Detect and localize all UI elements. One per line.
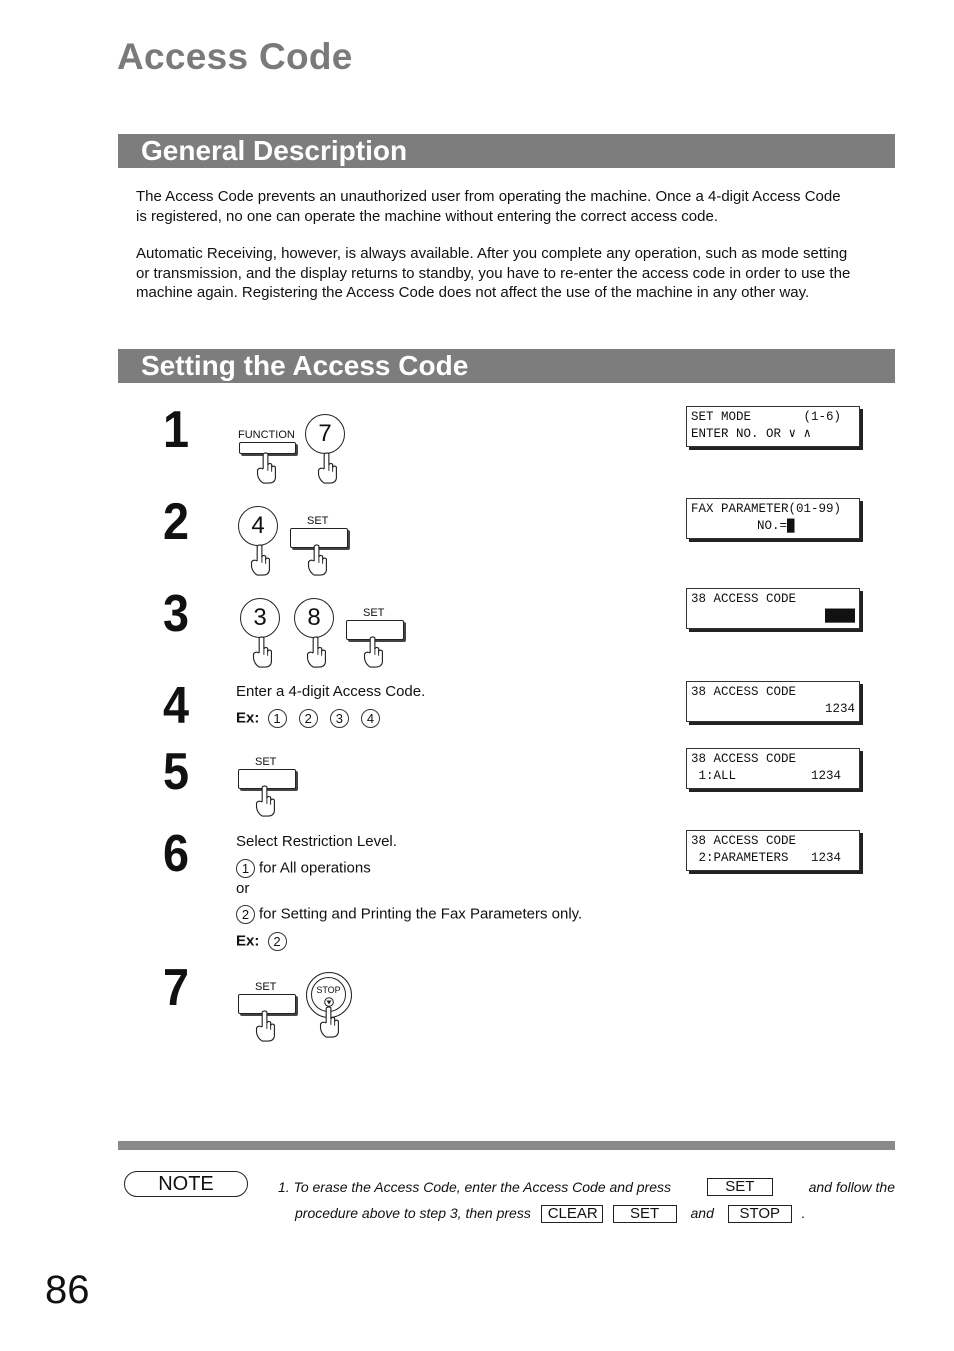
finger-press-icon bbox=[254, 1010, 276, 1042]
option-text: for Setting and Printing the Fax Parameters only. bbox=[259, 905, 583, 923]
note-text: and follow the bbox=[808, 1179, 895, 1195]
divider bbox=[118, 1141, 895, 1150]
finger-press-icon bbox=[305, 636, 327, 668]
step-6-or: or bbox=[236, 880, 250, 897]
lcd-line-1: FAX PARAMETER(01-99) bbox=[691, 502, 842, 516]
note-text: and bbox=[690, 1205, 714, 1221]
step-4-example bbox=[236, 709, 384, 728]
step-6-example bbox=[236, 932, 291, 951]
note-text: 1. To erase the Access Code, enter the Access Code and press bbox=[278, 1179, 671, 1195]
set-key-label: SET bbox=[363, 607, 385, 619]
number-key-7[interactable]: 7 bbox=[305, 414, 345, 454]
section-header-setting bbox=[118, 349, 895, 383]
finger-press-icon bbox=[316, 452, 338, 484]
lcd-display-step-5 bbox=[686, 748, 860, 789]
step-6-instruction: Select Restriction Level. bbox=[236, 833, 397, 850]
circled-digit: 1 bbox=[236, 859, 255, 878]
step-4-instruction: Enter a 4-digit Access Code. bbox=[236, 683, 426, 700]
clear-key-ref: CLEAR bbox=[541, 1205, 603, 1223]
finger-press-icon bbox=[362, 636, 384, 668]
stop-key-label: STOP bbox=[316, 985, 341, 995]
text-line: machine again. Registering the Access Code does not affect the use of the machine in any other way. bbox=[136, 284, 810, 301]
page-title: Access Code bbox=[117, 36, 353, 77]
number-key-8[interactable]: 8 bbox=[294, 598, 334, 638]
finger-press-icon bbox=[254, 785, 276, 817]
lcd-display-step-3 bbox=[686, 588, 860, 629]
note-line-1 bbox=[278, 1178, 895, 1196]
text-line: The Access Code prevents an unauthorized user from operating the machine. Once a 4-digit Access Code bbox=[136, 188, 841, 205]
section-heading: Setting the Access Code bbox=[141, 350, 469, 381]
circled-digit: 3 bbox=[330, 709, 349, 728]
finger-press-icon bbox=[255, 452, 277, 484]
option-text: for All operations bbox=[259, 859, 371, 877]
step-6-option-2 bbox=[232, 905, 582, 924]
lcd-line-2: NO.=█ bbox=[757, 519, 795, 533]
circled-digit: 4 bbox=[361, 709, 380, 728]
lcd-line-1: 38 ACCESS CODE bbox=[691, 752, 797, 766]
finger-press-icon bbox=[318, 1006, 340, 1038]
set-key-label: SET bbox=[255, 756, 277, 768]
circled-digit: 2 bbox=[268, 932, 287, 951]
lcd-line-2: 1:ALL 1234 bbox=[691, 769, 842, 783]
step-number-2: 2 bbox=[163, 493, 190, 551]
finger-press-icon bbox=[251, 636, 273, 668]
text-line: or transmission, and the display returns to standby, you have to re-enter the access code in order to use the bbox=[136, 264, 851, 282]
section-header-general bbox=[118, 134, 895, 168]
lcd-line-2: ENTER NO. OR ∨ ∧ bbox=[691, 427, 812, 441]
number-key-3[interactable]: 3 bbox=[240, 598, 280, 638]
general-paragraph-1 bbox=[136, 187, 896, 226]
lcd-line-1: SET MODE (1-6) bbox=[691, 410, 842, 424]
example-label: Ex: bbox=[236, 709, 260, 727]
example-label: Ex: bbox=[236, 932, 260, 950]
set-key-ref: SET bbox=[707, 1178, 773, 1196]
section-heading: General Description bbox=[141, 135, 408, 166]
lcd-line-1: 38 ACCESS CODE bbox=[691, 685, 797, 699]
circled-digit: 2 bbox=[299, 709, 318, 728]
lcd-display-step-4 bbox=[686, 681, 860, 722]
step-number-7: 7 bbox=[163, 959, 190, 1017]
lcd-line-1: 38 ACCESS CODE bbox=[691, 834, 797, 848]
text-line: is registered, no one can operate the machine without entering the correct access code. bbox=[136, 207, 719, 225]
step-number-5: 5 bbox=[163, 743, 190, 801]
step-number-1: 1 bbox=[163, 401, 190, 459]
general-paragraph-2 bbox=[136, 244, 896, 303]
lcd-display-step-2 bbox=[686, 498, 860, 539]
set-key-label: SET bbox=[255, 981, 277, 993]
lcd-line-1: 38 ACCESS CODE bbox=[691, 592, 797, 606]
set-key-label: SET bbox=[307, 515, 329, 527]
step-number-6: 6 bbox=[163, 825, 190, 883]
finger-press-icon bbox=[306, 544, 328, 576]
lcd-line-2: ████ bbox=[824, 609, 855, 623]
note-line-2 bbox=[295, 1205, 806, 1223]
step-number-4: 4 bbox=[163, 677, 190, 735]
stop-key-ref: STOP bbox=[728, 1205, 792, 1223]
finger-press-icon bbox=[249, 544, 271, 576]
function-key-label: FUNCTION bbox=[238, 429, 295, 441]
set-key-ref: SET bbox=[613, 1205, 677, 1223]
note-text: procedure above to step 3, then press bbox=[295, 1205, 531, 1221]
circled-digit: 1 bbox=[268, 709, 287, 728]
step-6-option-1 bbox=[232, 859, 371, 878]
circled-digit: 2 bbox=[236, 905, 255, 924]
step-number-3: 3 bbox=[163, 585, 190, 643]
lcd-line-2: 2:PARAMETERS 1234 bbox=[691, 851, 842, 865]
page-number: 86 bbox=[45, 1268, 90, 1312]
text-line: Automatic Receiving, however, is always available. After you complete any operation, such as mode setting bbox=[136, 245, 848, 262]
note-label: NOTE bbox=[124, 1171, 248, 1197]
note-text: . bbox=[801, 1205, 806, 1221]
number-key-4[interactable]: 4 bbox=[238, 506, 278, 546]
lcd-display-step-6 bbox=[686, 830, 860, 871]
lcd-line-2: 1234 bbox=[824, 702, 855, 716]
lcd-display-step-1 bbox=[686, 406, 860, 447]
